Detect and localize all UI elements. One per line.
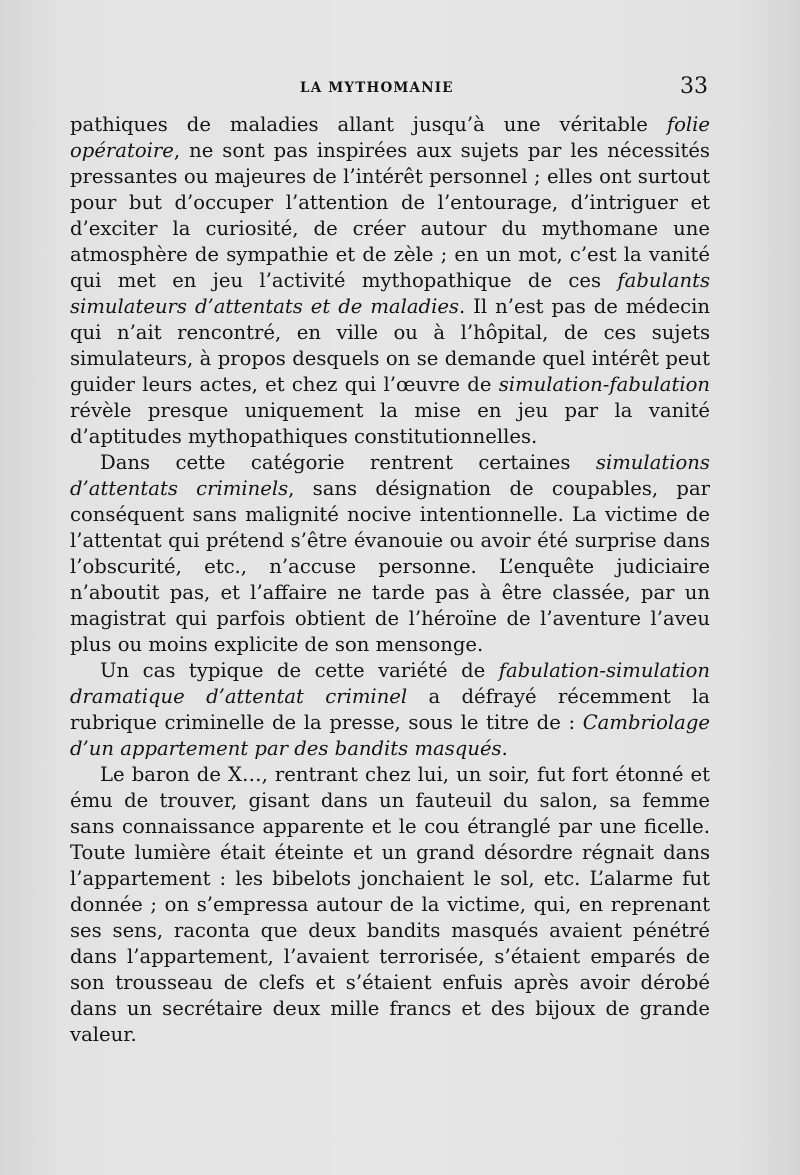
italic-segment: folie opératoire: [70, 113, 710, 162]
text-segment: , sans désignation de coupables, par conséquent sans malignité nocive intentionnelle. La victime de l’attentat qui prétend s’être évanouie ou avoir été surprise dans l’obscurité, etc., n’accuse personne. L’enquête judiciaire n’aboutit pas, et l’affaire ne tarde pas à être classée, par un magistrat qui parfois obtient de l’héroïne de l’aventure l’aveu plus ou moins explicite de son mensonge.: [70, 477, 710, 656]
italic-segment: Cambriolage d’un appartement par des bandits masqués: [70, 711, 710, 760]
text-segment: .: [501, 737, 508, 760]
italic-segment: fabulation-simulation dramatique d’attentat criminel: [70, 659, 710, 708]
text-segment: révèle presque uniquement la mise en jeu par la vanité d’aptitudes mythopathiques constitutionnelles.: [70, 399, 710, 448]
paragraph: [70, 762, 710, 1048]
text-segment: Un cas typique de cette variété de: [100, 659, 499, 682]
text-segment: pathiques de maladies allant jusqu’à une véritable: [70, 113, 667, 136]
paragraph: [70, 112, 710, 450]
text-segment: Le baron de X…, rentrant chez lui, un soir, fut fort étonné et ému de trouver, gisant dans un fauteuil du salon, sa femme sans connaissance apparente et le cou étranglé par une ficelle. Toute lumière était éteinte et un grand désordre régnait dans l’appartement : les bibelots jonchaient le sol, etc. L’alarme fut donnée ; on s’empressa autour de la victime, qui, en reprenant ses sens, raconta que deux bandits masqués avaient pénétré dans l’appartement, l’avaient terrorisée, s’étaient emparés de son trousseau de clefs et s’étaient enfuis après avoir dérobé dans un secrétaire deux mille francs et des bijoux de grande valeur.: [70, 763, 710, 1046]
italic-segment: simulations d’attentats criminels: [70, 451, 710, 500]
text-segment: a défrayé récemment la rubrique criminelle de la presse, sous le titre de :: [70, 685, 710, 734]
italic-segment: simulation-fabulation: [498, 373, 710, 396]
paragraph: [70, 658, 710, 762]
italic-segment: fabulants simulateurs d’attentats et de maladies: [70, 269, 710, 318]
text-segment: Dans cette catégorie rentrent certaines: [100, 451, 596, 474]
running-head: [70, 74, 708, 100]
text-segment: , ne sont pas inspirées aux sujets par les nécessités pressantes ou majeures de l’intérêt personnel ; elles ont surtout pour but d’occuper l’attention de l’entourage, d’intriguer et d’exciter la curiosité, de créer autour du mythomane une atmosphère de sympathie et de zèle ; en un mot, c’est la vanité qui met en jeu l’activité mythopathique de ces: [70, 139, 710, 292]
page-number: 33: [680, 74, 708, 99]
text-segment: . Il n’est pas de médecin qui n’ait rencontré, en ville ou à l’hôpital, de ces sujets simulateurs, à propos desquels on se demande quel intérêt peut guider leurs actes, et chez qui l’œuvre de: [70, 295, 710, 396]
paragraph: [70, 450, 710, 658]
body-text: [70, 112, 710, 1048]
running-title: LA MYTHOMANIE: [300, 80, 454, 96]
